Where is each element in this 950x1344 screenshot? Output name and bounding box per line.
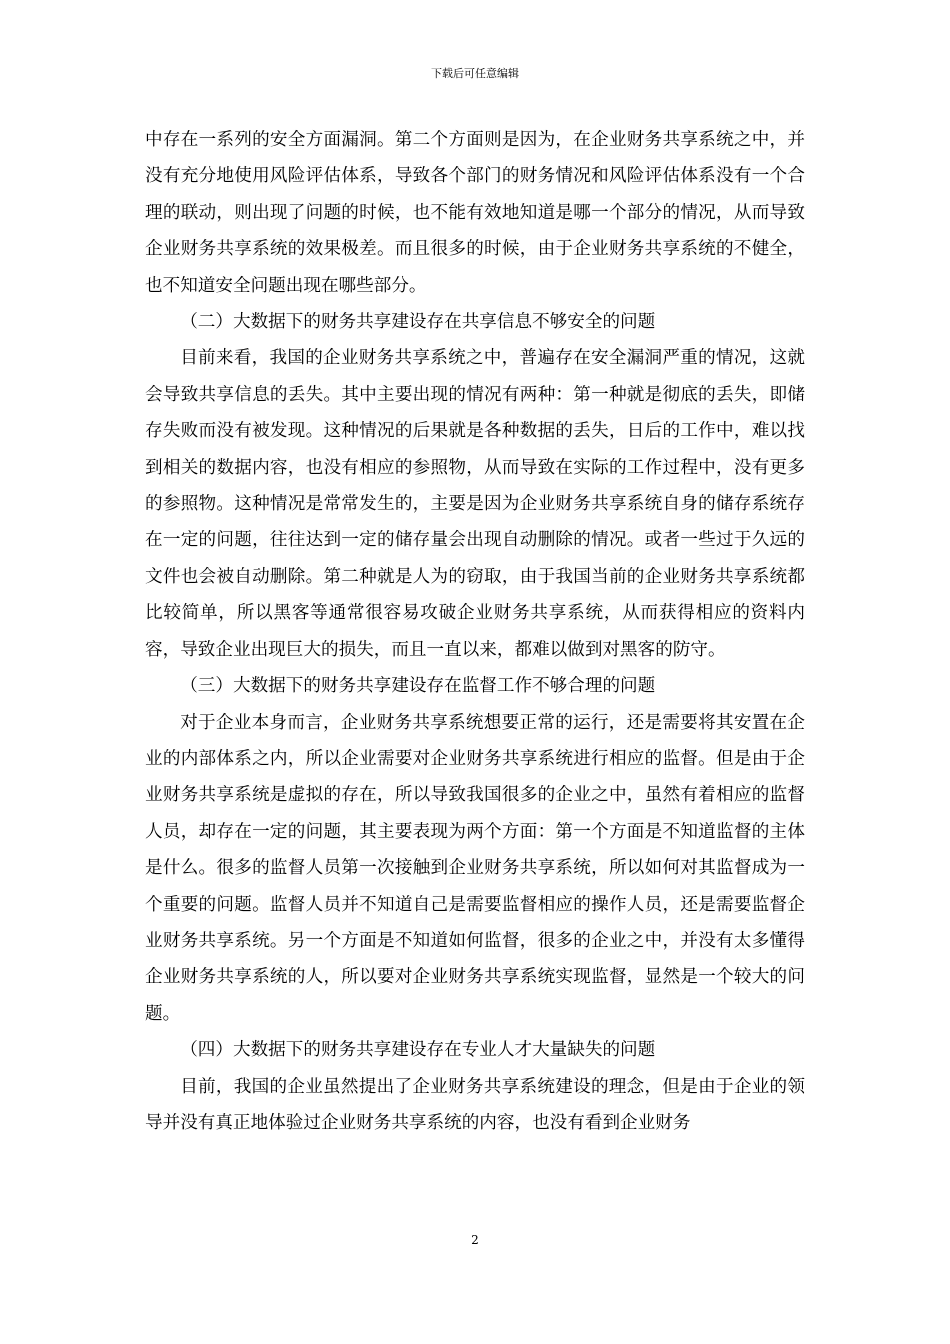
- section-heading-4: （四）大数据下的财务共享建设存在专业人才大量缺失的问题: [180, 1040, 656, 1061]
- paragraph-body: 目前，我国的企业虽然提出了企业财务共享系统建设的理念，但是由于企业的领导并没有真正地体验过企业财务共享系统的内容，也没有看到企业财务: [145, 1076, 805, 1133]
- paragraph-continuation: 中存在一系列的安全方面漏洞。第二个方面则是因为，在企业财务共享系统之中，并没有充分地使用风险评估体系，导致各个部门的财务情况和风险评估体系没有一个合理的联动，则出现了问题的时候，也不能有效地知道是哪一个部分的情况，从而导致企业财务共享系统的效果极差。而且很多的时候，由于企业财务共享系统的不健全，也不知道安全问题出现在哪些部分。: [145, 130, 805, 296]
- paragraph-body: 目前来看，我国的企业财务共享系统之中，普遍存在安全漏洞严重的情况，这就会导致共享信息的丢失。其中主要出现的情况有两种：第一种就是彻底的丢失，即储存失败而没有被发现。这种情况的后果就是各种数据的丢失，日后的工作中，难以找到相关的数据内容，也没有相应的参照物，从而导致在实际的工作过程中，没有更多的参照物。这种情况是常常发生的，主要是因为企业财务共享系统自身的储存系统存在一定的问题，往往达到一定的储存量会出现自动删除的情况。或者一些过于久远的文件也会被自动删除。第二种就是人为的窃取，由于我国当前的企业财务共享系统都比较简单，所以黑客等通常很容易攻破企业财务共享系统，从而获得相应的资料内容，导致企业出现巨大的损失，而且一直以来，都难以做到对黑客的防守。: [145, 348, 805, 660]
- document-body: [145, 122, 805, 1141]
- page-number: 2: [471, 1233, 479, 1247]
- page-header: 下载后可任意编辑: [431, 67, 519, 80]
- section-heading-2: （二）大数据下的财务共享建设存在共享信息不够安全的问题: [180, 312, 656, 333]
- paragraph-body: 对于企业本身而言，企业财务共享系统想要正常的运行，还是需要将其安置在企业的内部体系之内，所以企业需要对企业财务共享系统进行相应的监督。但是由于企业财务共享系统是虚拟的存在，所以导致我国很多的企业之中，虽然有着相应的监督人员，却存在一定的问题，其主要表现为两个方面：第一个方面是不知道监督的主体是什么。很多的监督人员第一次接触到企业财务共享系统，所以如何对其监督成为一个重要的问题。监督人员并不知道自己是需要监督相应的操作人员，还是需要监督企业财务共享系统。另一个方面是不知道如何监督，很多的企业之中，并没有太多懂得企业财务共享系统的人，所以要对企业财务共享系统实现监督，显然是一个较大的问题。: [145, 712, 805, 1024]
- section-heading-3: （三）大数据下的财务共享建设存在监督工作不够合理的问题: [180, 676, 656, 697]
